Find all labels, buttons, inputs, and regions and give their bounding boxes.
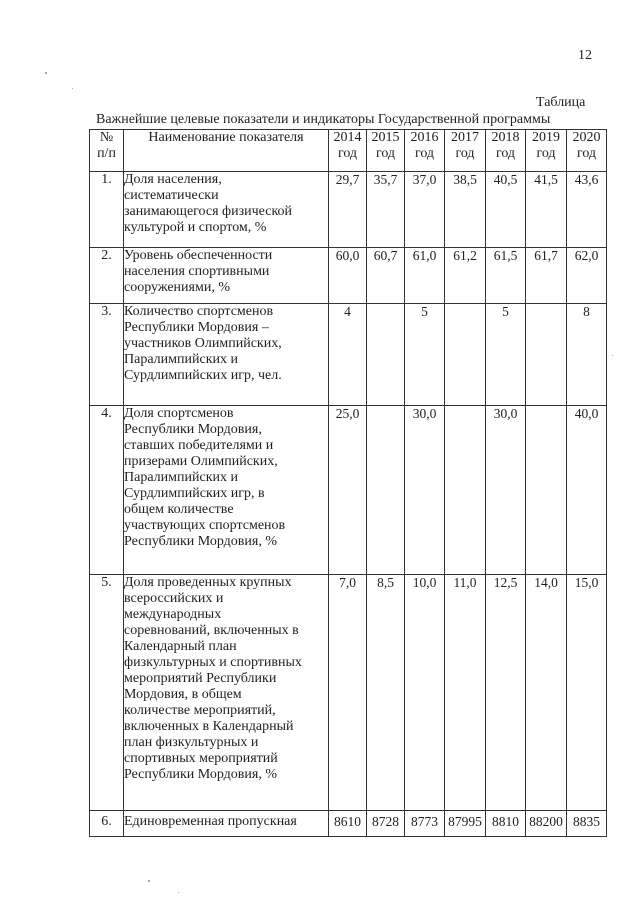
indicator-value [445, 304, 486, 406]
indicator-value: 88200 [526, 811, 567, 837]
indicator-value: 37,0 [405, 172, 445, 248]
indicator-value: 8610 [329, 811, 367, 837]
indicator-name-line: участников Олимпийских, [124, 336, 282, 351]
header-year-unit: год [455, 146, 475, 161]
indicators-table [89, 129, 607, 837]
indicator-value: 4 [329, 304, 367, 406]
header-year [329, 130, 367, 172]
indicator-name [124, 811, 329, 837]
indicator-name-line: Мордовия, в общем [124, 687, 242, 702]
indicator-name-line: Республики Мордовия, % [124, 534, 277, 549]
header-year [405, 130, 445, 172]
table-header-row [90, 130, 607, 172]
indicator-name-line: Паралимпийских и [124, 470, 238, 485]
header-year-value: 2017 [451, 130, 479, 145]
indicator-name [124, 575, 329, 811]
indicator-name-line: соревнований, включенных в [124, 623, 299, 638]
indicator-name-line: Доля проведенных крупных [124, 575, 292, 590]
header-year [567, 130, 607, 172]
indicator-value [445, 406, 486, 575]
table-title: Важнейшие целевые показатели и индикаторы Государственной программы [96, 112, 551, 127]
indicator-name-line: занимающегося физической [124, 204, 293, 219]
table-row [90, 811, 607, 837]
indicator-name-line: всероссийских и [124, 591, 224, 606]
table-row [90, 304, 607, 406]
header-year-value: 2018 [491, 130, 520, 145]
table-row [90, 575, 607, 811]
header-year-unit: год [414, 146, 435, 161]
indicator-value: 30,0 [405, 406, 445, 575]
indicator-value [367, 304, 405, 406]
indicator-value: 61,5 [486, 248, 526, 304]
header-year-value: 2020 [572, 130, 601, 145]
indicator-value: 61,2 [445, 248, 486, 304]
header-year-value: 2019 [532, 130, 560, 145]
indicator-value: 8 [567, 304, 607, 406]
header-year [526, 130, 567, 172]
header-year-unit: год [337, 146, 358, 161]
indicator-name-line: участвующих спортсменов [124, 518, 286, 533]
indicator-name-line: сооружениями, % [124, 280, 230, 295]
table-body [90, 172, 607, 837]
indicator-value: 10,0 [405, 575, 445, 811]
indicator-value: 40,5 [486, 172, 526, 248]
scan-speck [612, 355, 613, 356]
indicator-name [124, 248, 329, 304]
indicator-name [124, 304, 329, 406]
indicator-value: 12,5 [486, 575, 526, 811]
indicator-value: 30,0 [486, 406, 526, 575]
indicator-value: 7,0 [329, 575, 367, 811]
indicator-value: 61,7 [526, 248, 567, 304]
header-year-value: 2015 [371, 130, 400, 145]
header-indicator-name: Наименование показателя [124, 130, 329, 172]
indicator-name-line: Сурдлимпийских игр, чел. [124, 368, 282, 383]
indicator-name-line: Единовременная пропускная [124, 814, 297, 829]
indicator-value: 87995 [445, 811, 486, 837]
table-row [90, 172, 607, 248]
indicator-value: 29,7 [329, 172, 367, 248]
indicator-name-line: Республики Мордовия, [124, 422, 262, 437]
header-year [367, 130, 405, 172]
header-num [90, 130, 124, 172]
indicator-name [124, 172, 329, 248]
table-row [90, 248, 607, 304]
indicator-value: 38,5 [445, 172, 486, 248]
indicator-name-line: спортивных мероприятий [124, 751, 278, 766]
scan-speck [72, 88, 73, 89]
indicator-name-line: Сурдлимпийских игр, в [124, 486, 265, 501]
header-year-unit: год [576, 146, 597, 161]
row-number: 6. [90, 811, 124, 837]
row-number: 4. [90, 406, 124, 575]
indicator-name-line: мероприятий Республики [124, 671, 277, 686]
indicator-name-line: Уровень обеспеченности [124, 248, 273, 263]
indicator-name-line: план физкультурных и [124, 735, 259, 750]
table-row [90, 406, 607, 575]
indicator-value: 8,5 [367, 575, 405, 811]
indicator-name-line: Республики Мордовия – [124, 320, 269, 335]
indicator-value: 8728 [367, 811, 405, 837]
indicator-name-line: Доля спортсменов [124, 406, 234, 421]
header-num-symbol: № [99, 130, 114, 145]
indicator-value: 41,5 [526, 172, 567, 248]
indicator-value: 61,0 [405, 248, 445, 304]
row-number: 5. [90, 575, 124, 811]
indicator-name-line: количестве мероприятий, [124, 703, 276, 718]
indicator-value: 14,0 [526, 575, 567, 811]
indicator-value: 15,0 [567, 575, 607, 811]
indicator-name [124, 406, 329, 575]
indicator-value: 11,0 [445, 575, 486, 811]
indicator-value: 62,0 [567, 248, 607, 304]
indicator-value: 8810 [486, 811, 526, 837]
header-year-value: 2014 [333, 130, 362, 145]
indicator-name-line: культурой и спортом, % [124, 220, 267, 235]
scan-speck [45, 72, 47, 74]
indicator-name-line: систематически [124, 188, 219, 203]
indicator-value [367, 406, 405, 575]
header-year-value: 2016 [410, 130, 439, 145]
indicator-value [526, 406, 567, 575]
indicator-name-line: Республики Мордовия, % [124, 767, 277, 782]
row-number: 3. [90, 304, 124, 406]
header-year-unit: год [536, 146, 556, 161]
indicator-name-line: физкультурных и спортивных [124, 655, 302, 670]
indicator-name-line: Календарный план [124, 639, 237, 654]
header-year [445, 130, 486, 172]
row-number: 2. [90, 248, 124, 304]
scan-speck [148, 880, 150, 882]
indicator-value: 8773 [405, 811, 445, 837]
indicator-name-line: включенных в Календарный [124, 719, 294, 734]
indicator-name-line: Доля населения, [124, 172, 222, 187]
header-year-unit: год [375, 146, 396, 161]
indicator-name-line: общем количестве [124, 502, 234, 517]
indicator-value: 8835 [567, 811, 607, 837]
page-number: 12 [578, 48, 592, 63]
indicator-value: 5 [486, 304, 526, 406]
indicator-value: 60,0 [329, 248, 367, 304]
indicator-value: 5 [405, 304, 445, 406]
header-num-abbr: п/п [97, 146, 116, 161]
indicator-name-line: международных [124, 607, 222, 622]
table-caption-label: Таблица [536, 95, 586, 110]
scan-speck [178, 892, 179, 893]
row-number: 1. [90, 172, 124, 248]
indicator-name-line: Количество спортсменов [124, 304, 274, 319]
indicator-value: 60,7 [367, 248, 405, 304]
header-year [486, 130, 526, 172]
indicator-name-line: призерами Олимпийских, [124, 454, 278, 469]
indicator-value: 40,0 [567, 406, 607, 575]
header-year-unit: год [495, 146, 516, 161]
indicator-value: 43,6 [567, 172, 607, 248]
indicator-name-line: ставших победителями и [124, 438, 274, 453]
indicator-value: 25,0 [329, 406, 367, 575]
indicator-name-line: населения спортивными [124, 264, 270, 279]
indicator-value [526, 304, 567, 406]
indicator-name-line: Паралимпийских и [124, 352, 238, 367]
indicator-value: 35,7 [367, 172, 405, 248]
